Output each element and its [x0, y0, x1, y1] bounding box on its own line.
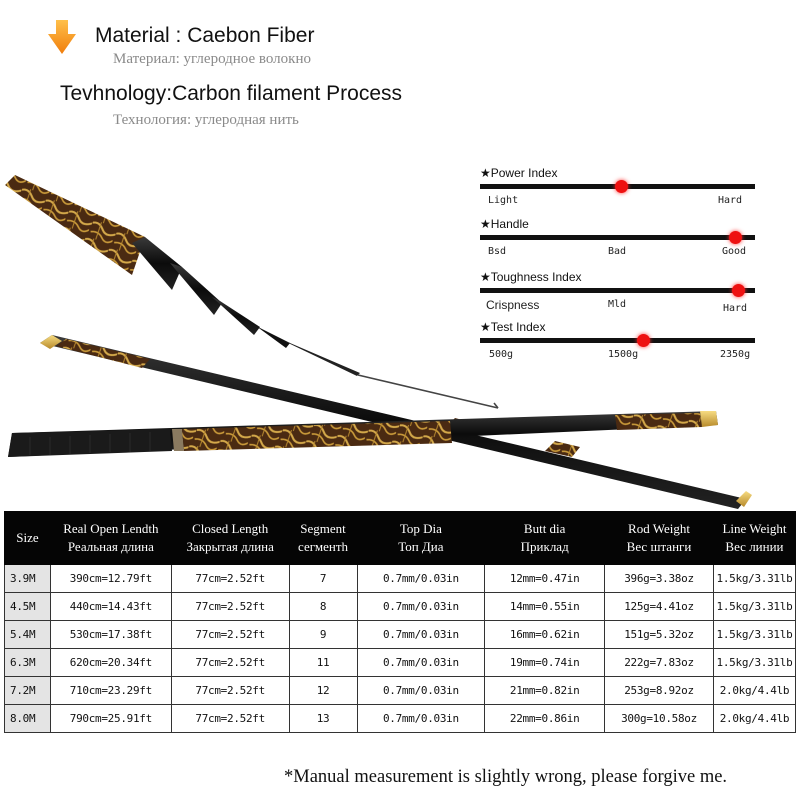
- column-header: Rod Weight Вес штанги: [605, 512, 714, 565]
- table-row: [5, 621, 796, 649]
- table-cell: 0.7mm/0.03in: [357, 677, 485, 705]
- index-scale-labels: [480, 246, 755, 262]
- down-arrow-icon: [48, 20, 76, 54]
- table-cell: 396g=3.38oz: [605, 565, 714, 593]
- table-cell: 13: [289, 705, 357, 733]
- table-cell: 14mm=0.55in: [485, 593, 605, 621]
- table-cell: 12: [289, 677, 357, 705]
- table-cell: 77cm=2.52ft: [171, 705, 289, 733]
- table-row: [5, 565, 796, 593]
- index-scale-label: 2350g: [720, 349, 751, 360]
- table-cell: 77cm=2.52ft: [171, 677, 289, 705]
- table-cell: 0.7mm/0.03in: [357, 649, 485, 677]
- material-heading: Material : Caebon Fiber: [95, 24, 315, 47]
- table-cell: 1.5kg/3.31lb: [713, 649, 795, 677]
- table-cell: 440cm=14.43ft: [50, 593, 171, 621]
- table-cell: 77cm=2.52ft: [171, 621, 289, 649]
- table-cell: 0.7mm/0.03in: [357, 621, 485, 649]
- table-cell: 530cm=17.38ft: [50, 621, 171, 649]
- index-row: [480, 320, 755, 365]
- column-header: Butt dia Приклад: [485, 512, 605, 565]
- material-subtitle-ru: Материал: углеродное волокно: [113, 51, 311, 67]
- table-cell: 0.7mm/0.03in: [357, 705, 485, 733]
- spec-table: [4, 511, 796, 733]
- table-cell: 1.5kg/3.31lb: [713, 565, 795, 593]
- index-level-dot: [615, 180, 628, 193]
- index-title: ★Handle: [480, 217, 529, 231]
- table-cell: 16mm=0.62in: [485, 621, 605, 649]
- index-scale-label: Light: [488, 195, 519, 206]
- index-scale-label: 1500g: [608, 349, 639, 360]
- index-scale-labels: [480, 349, 755, 365]
- table-cell: 2.0kg/4.4lb: [713, 705, 795, 733]
- column-header: Line Weight Вес линии: [713, 512, 795, 565]
- index-bar: [480, 235, 755, 240]
- table-cell: 151g=5.32oz: [605, 621, 714, 649]
- column-header: Closed Length Закрытая длина: [171, 512, 289, 565]
- table-cell: 253g=8.92oz: [605, 677, 714, 705]
- table-cell: 0.7mm/0.03in: [357, 565, 485, 593]
- index-bar: [480, 288, 755, 293]
- index-bar: [480, 338, 755, 343]
- table-cell: 710cm=23.29ft: [50, 677, 171, 705]
- table-cell: 0.7mm/0.03in: [357, 593, 485, 621]
- index-scale-label: Mld: [608, 299, 627, 310]
- table-cell: 222g=7.83oz: [605, 649, 714, 677]
- column-header: Size: [5, 512, 51, 565]
- table-cell: 7.2M: [5, 677, 51, 705]
- column-header: Real Open Lendth Реальная длина: [50, 512, 171, 565]
- index-row: [480, 270, 755, 315]
- table-header-row: [5, 512, 796, 565]
- table-cell: 125g=4.41oz: [605, 593, 714, 621]
- index-scale-label: Crispness: [486, 298, 540, 312]
- table-cell: 77cm=2.52ft: [171, 565, 289, 593]
- index-scale-labels: [480, 299, 755, 315]
- table-cell: 9: [289, 621, 357, 649]
- index-title: ★Toughness Index: [480, 270, 582, 284]
- index-row: [480, 217, 755, 262]
- column-header: Segment сегментh: [289, 512, 357, 565]
- table-cell: 3.9M: [5, 565, 51, 593]
- index-scale-label: 500g: [489, 349, 514, 360]
- index-scale-label: Bad: [608, 246, 627, 257]
- index-row: [480, 166, 755, 211]
- table-cell: 11: [289, 649, 357, 677]
- table-cell: 1.5kg/3.31lb: [713, 621, 795, 649]
- table-cell: 12mm=0.47in: [485, 565, 605, 593]
- index-scale-label: Bsd: [488, 246, 507, 257]
- table-cell: 21mm=0.82in: [485, 677, 605, 705]
- table-row: [5, 593, 796, 621]
- table-cell: 300g=10.58oz: [605, 705, 714, 733]
- technology-heading: Tevhnology:Carbon filament Process: [60, 82, 403, 105]
- index-level-dot: [729, 231, 742, 244]
- index-bar: [480, 184, 755, 189]
- index-title: ★Power Index: [480, 166, 558, 180]
- table-cell: 620cm=20.34ft: [50, 649, 171, 677]
- table-row: [5, 649, 796, 677]
- table-cell: 7: [289, 565, 357, 593]
- table-cell: 790cm=25.91ft: [50, 705, 171, 733]
- table-cell: 1.5kg/3.31lb: [713, 593, 795, 621]
- table-cell: 19mm=0.74in: [485, 649, 605, 677]
- table-cell: 8: [289, 593, 357, 621]
- column-header: Top Dia Топ Диа: [357, 512, 485, 565]
- index-scale-label: Hard: [723, 303, 748, 314]
- index-scale-label: Hard: [718, 195, 743, 206]
- table-row: [5, 705, 796, 733]
- table-cell: 5.4M: [5, 621, 51, 649]
- table-cell: 8.0M: [5, 705, 51, 733]
- table-cell: 6.3M: [5, 649, 51, 677]
- table-cell: 77cm=2.52ft: [171, 593, 289, 621]
- table-cell: 22mm=0.86in: [485, 705, 605, 733]
- index-scale-label: Good: [722, 246, 747, 257]
- index-level-dot: [637, 334, 650, 347]
- table-row: [5, 677, 796, 705]
- table-cell: 77cm=2.52ft: [171, 649, 289, 677]
- table-cell: 4.5M: [5, 593, 51, 621]
- footnote: *Manual measurement is slightly wrong, please forgive me.: [284, 767, 728, 787]
- index-scale-labels: [480, 195, 755, 211]
- technology-subtitle-ru: Технология: углеродная нить: [113, 112, 299, 128]
- index-level-dot: [732, 284, 745, 297]
- table-cell: 2.0kg/4.4lb: [713, 677, 795, 705]
- table-cell: 390cm=12.79ft: [50, 565, 171, 593]
- index-title: ★Test Index: [480, 320, 546, 334]
